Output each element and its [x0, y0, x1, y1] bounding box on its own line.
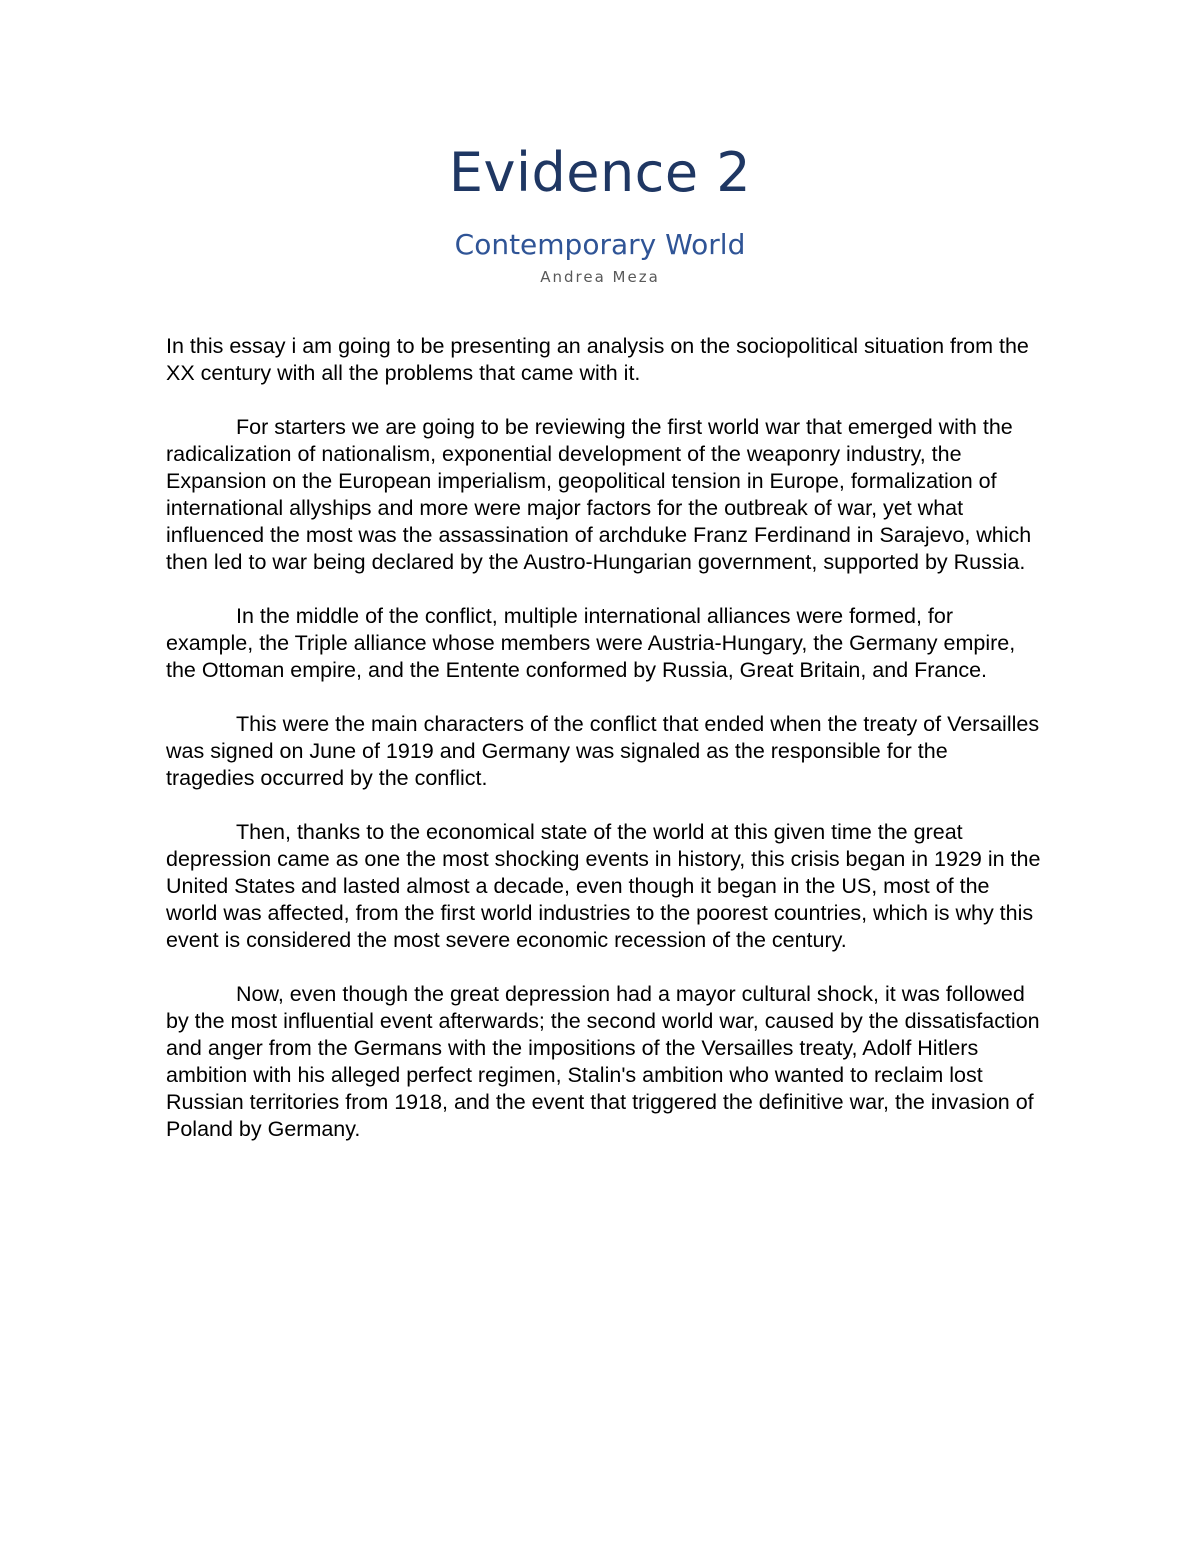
paragraph-first-world-war: For starters we are going to be reviewing the first world war that emerged with the radicalization of nationalism, exponential development of the weaponry industry, the Expansion on the European imperialism, geopolitical tension in Europe, formalization of international allyships and more were major factors for the outbreak of war, yet what influenced the most was the assassination of archduke Franz Ferdinand in Sarajevo, which then led to war being declared by the Austro-Hungarian government, supported by Russia.: [166, 415, 1032, 574]
document-subtitle: Contemporary World: [454, 228, 746, 261]
paragraph-versailles: This were the main characters of the conflict that ended when the treaty of Versailles was signed on June of 1919 and Germany was signaled as the responsible for the tragedies occurred by the conflict.: [166, 712, 1040, 790]
paragraph-second-world-war: Now, even though the great depression had a mayor cultural shock, it was followed by the most influential event afterwards; the second world war, caused by the dissatisfaction and anger from the Germans with the impositions of the Versailles treaty, Adolf Hitlers ambition with his alleged perfect regimen, Stalin's ambition who wanted to reclaim lost Russian territories from 1918, and the event that triggered the definitive war, the invasion of Poland by Germany.: [166, 982, 1040, 1141]
paragraph-alliances: In the middle of the conflict, multiple international alliances were formed, for example, the Triple alliance whose members were Austria-Hungary, the Germany empire, the Ottoman empire, and the Entente conformed by Russia, Great Britain, and France.: [166, 604, 1016, 682]
document-body: [166, 333, 1041, 1170]
document-title: Evidence 2: [448, 141, 752, 204]
document-author: Andrea Meza: [540, 268, 660, 286]
paragraph-great-depression: Then, thanks to the economical state of the world at this given time the great depression came as one the most shocking events in history, this crisis began in 1929 in the United States and lasted almost a decade, even though it began in the US, most of the world was affected, from the first world industries to the poorest countries, which is why this event is considered the most severe economic recession of the century.: [166, 820, 1041, 952]
paragraph-intro: In this essay i am going to be presenting an analysis on the sociopolitical situation from the XX century with all the problems that came with it.: [166, 334, 1029, 385]
